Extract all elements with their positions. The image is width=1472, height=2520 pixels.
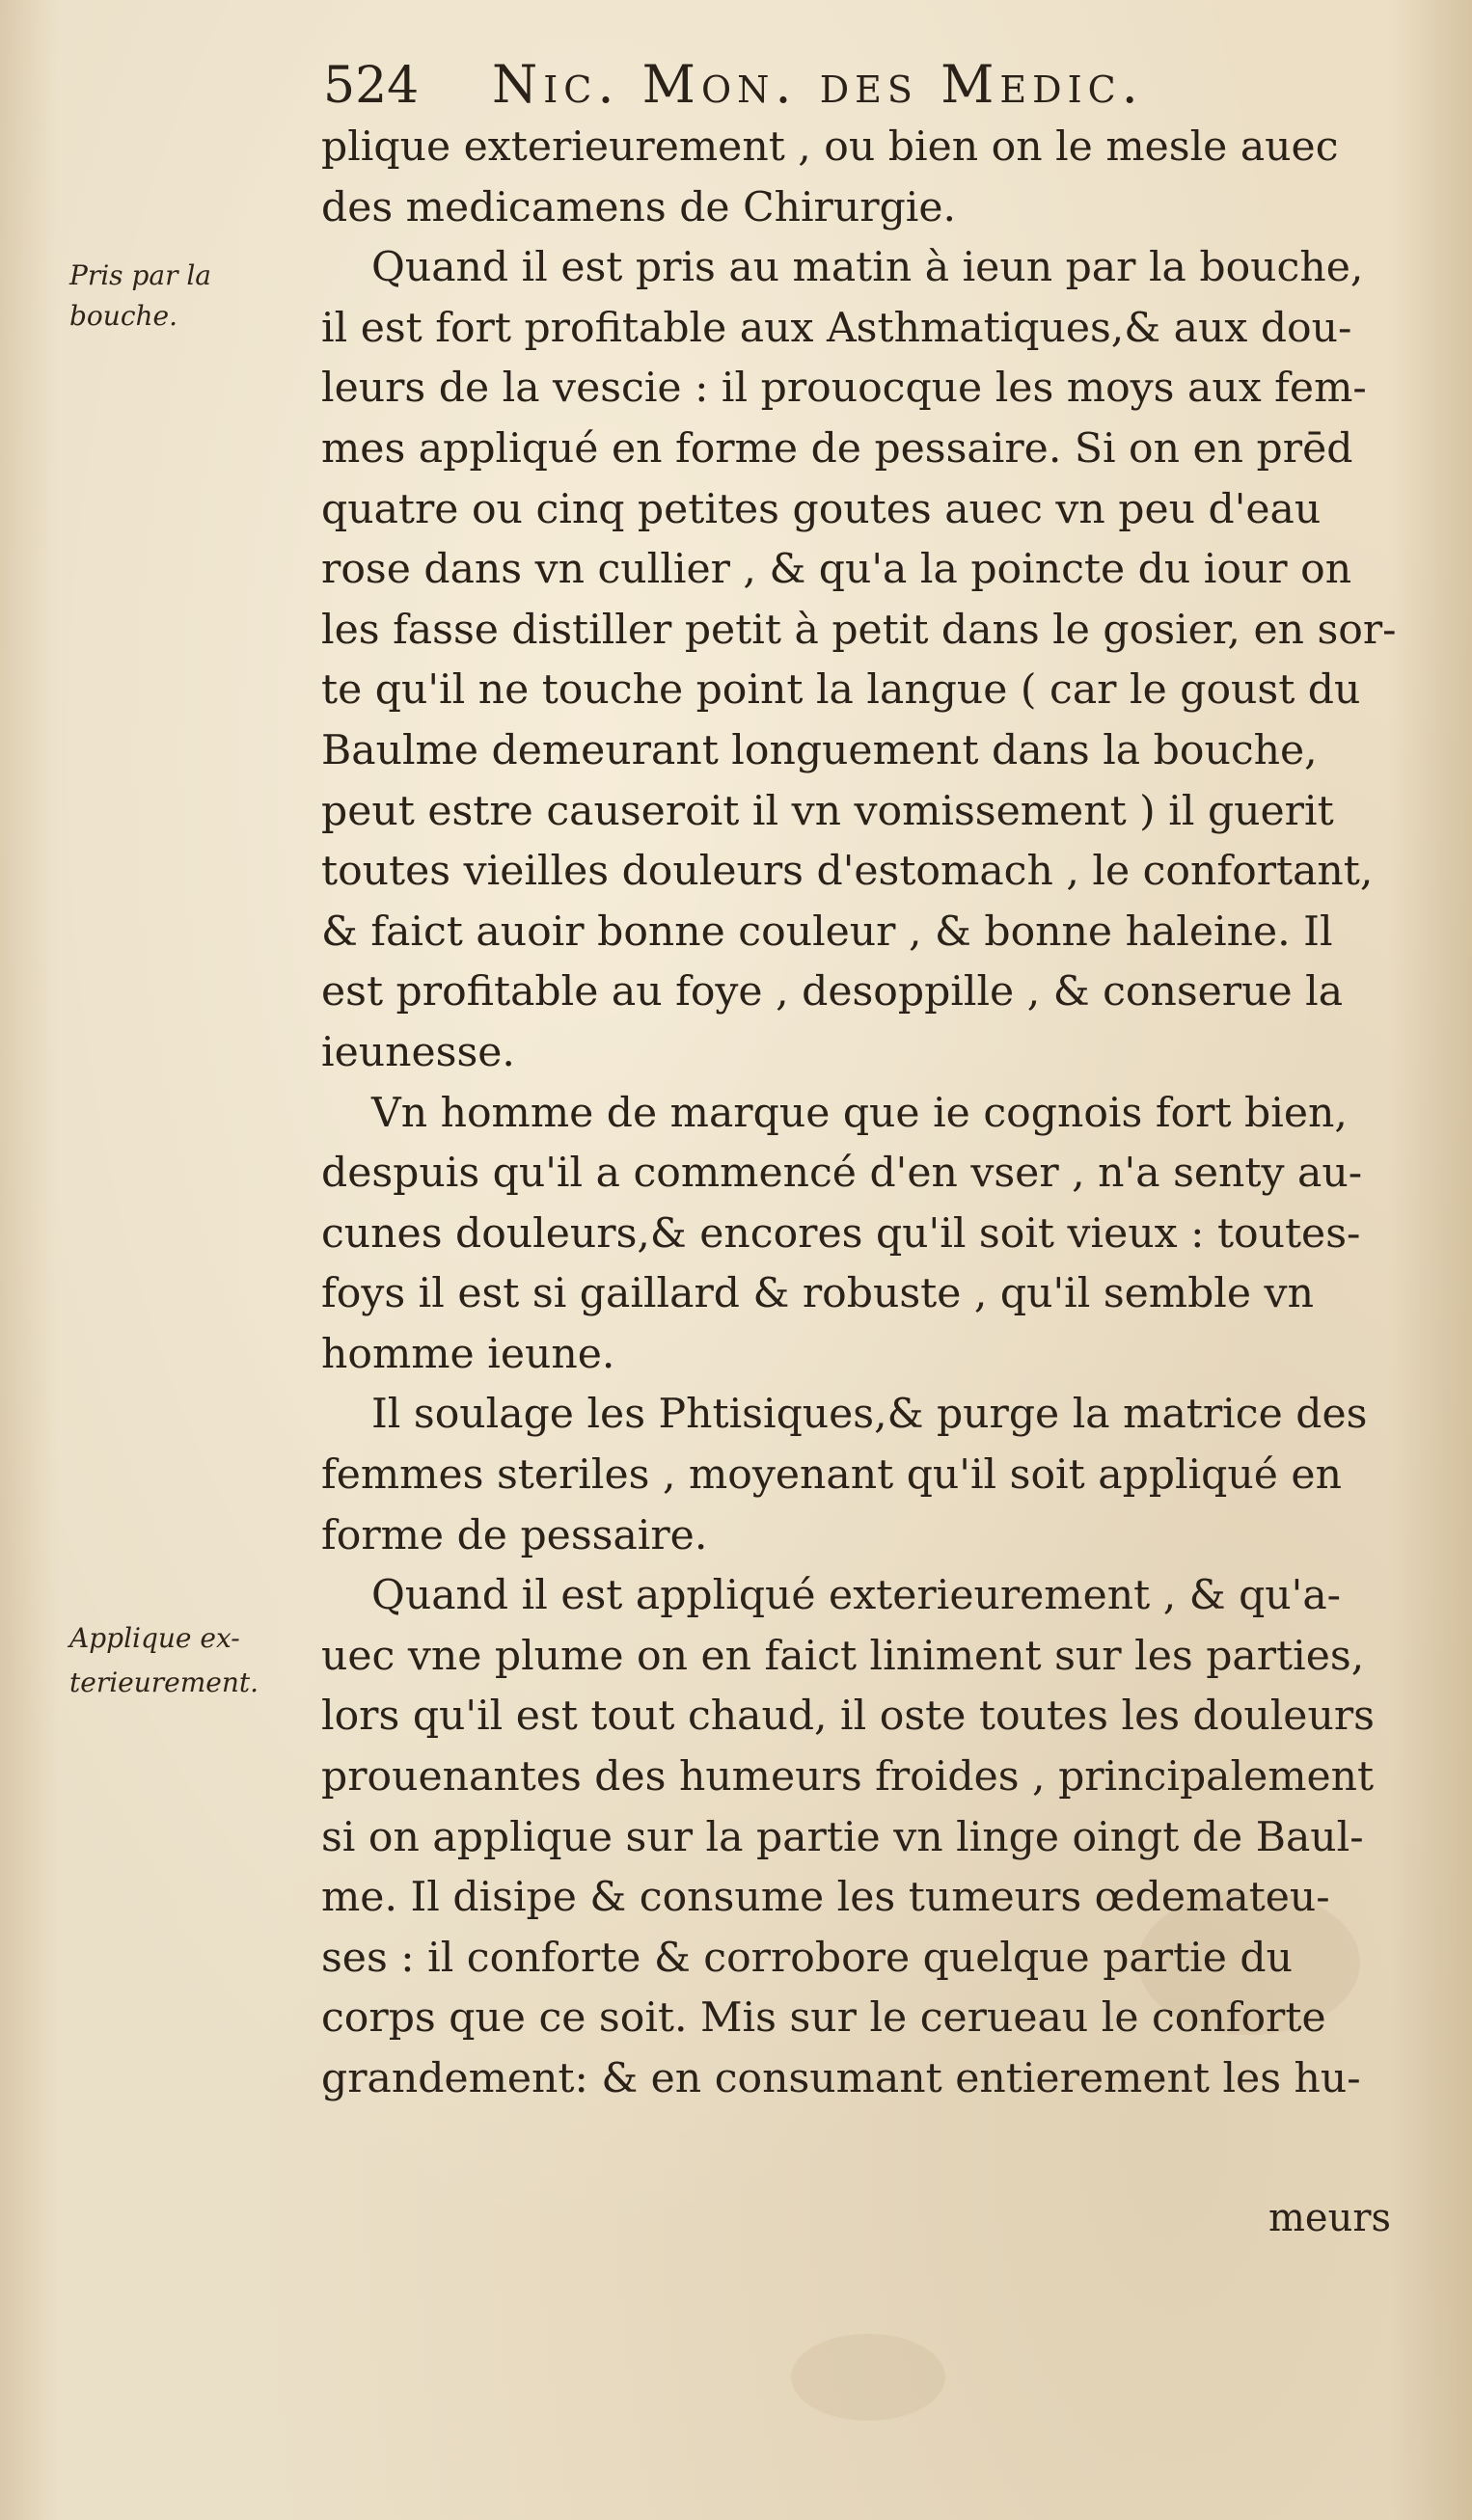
catchword: meurs: [1268, 2196, 1392, 2240]
main-text: [321, 118, 1426, 2110]
margin-note-external: [69, 1609, 320, 1713]
margin-note-oral: [69, 246, 320, 346]
margin-note-line: bouche.: [69, 300, 177, 332]
text-line: peut estre causeroit il vn vomissement ) il guerit: [321, 787, 1334, 835]
text-line: des medicamens de Chirurgie.: [321, 183, 957, 231]
text-line: quatre ou cinq petites goutes auec vn peu d'eau: [321, 485, 1322, 533]
text-line: ses : il conforte & corrobore quelque partie du: [321, 1934, 1293, 1982]
text-line: cunes douleurs,& encores qu'il soit vieux : toutes-: [321, 1209, 1361, 1258]
text-line: femmes steriles , moyenant qu'il soit appliqué en: [321, 1451, 1342, 1500]
text-line: si on applique sur la partie vn linge oingt de Baul-: [321, 1813, 1364, 1861]
running-title: Nic. Mon. des Medic.: [492, 54, 1144, 115]
text-line: grandement: & en consumant entierement les hu-: [321, 2055, 1361, 2102]
text-line: est profitable au foye , desoppille , & conserue la: [321, 968, 1344, 1016]
text-line: homme ieune.: [321, 1330, 615, 1378]
text-line: rose dans vn cullier , & qu'a la poincte du iour on: [321, 546, 1352, 594]
paper-stain: [791, 2334, 945, 2421]
text-line: Quand il est appliqué exterieurement , & qu'a-: [371, 1572, 1342, 1620]
text-line: forme de pessaire.: [321, 1511, 708, 1559]
text-line: plique exterieurement , ou bien on le mesle auec: [321, 123, 1339, 171]
text-line: il est fort profitable aux Asthmatiques,& aux dou-: [321, 304, 1352, 352]
text-line: corps que ce soit. Mis sur le cerueau le conforte: [321, 1994, 1326, 2043]
margin-note-line: Pris par la: [69, 259, 211, 291]
text-line: lors qu'il est tout chaud, il oste toutes les douleurs: [321, 1693, 1375, 1741]
page-header: [323, 46, 1413, 123]
text-line: Vn homme de marque que ie cognois fort bien,: [371, 1089, 1348, 1137]
text-line: Quand il est pris au matin à ieun par la bouche,: [371, 244, 1364, 292]
text-line: Il soulage les Phtisiques,& purge la matrice des: [371, 1391, 1368, 1439]
text-line: te qu'il ne touche point la langue ( car le goust du: [321, 666, 1361, 715]
text-line: toutes vieilles douleurs d'estomach , le confortant,: [321, 848, 1374, 896]
text-line: mes appliqué en forme de pessaire. Si on en prēd: [321, 424, 1353, 473]
text-line: les fasse distiller petit à petit dans le gosier, en sor-: [321, 606, 1397, 654]
text-line: Baulme demeurant longuement dans la bouche,: [321, 726, 1318, 774]
text-line: & faict auoir bonne couleur , & bonne haleine. Il: [321, 908, 1333, 956]
margin-note-line: terieurement.: [69, 1666, 259, 1698]
page-number: 524: [323, 57, 420, 115]
text-line: ieunesse.: [321, 1028, 515, 1076]
text-line: uec vne plume on en faict liniment sur les parties,: [321, 1632, 1365, 1680]
text-line: despuis qu'il a commencé d'en vser , n'a senty au-: [321, 1150, 1363, 1198]
text-line: leurs de la vescie : il prouocque les moys aux fem-: [321, 365, 1367, 413]
text-line: prouenantes des humeurs froides , principalement: [321, 1753, 1375, 1802]
text-line: me. Il disipe & consume les tumeurs œdemateu-: [321, 1874, 1330, 1922]
margin-note-line: Applique ex-: [69, 1622, 240, 1654]
text-line: foys il est si gaillard & robuste , qu'il semble vn: [321, 1270, 1314, 1318]
